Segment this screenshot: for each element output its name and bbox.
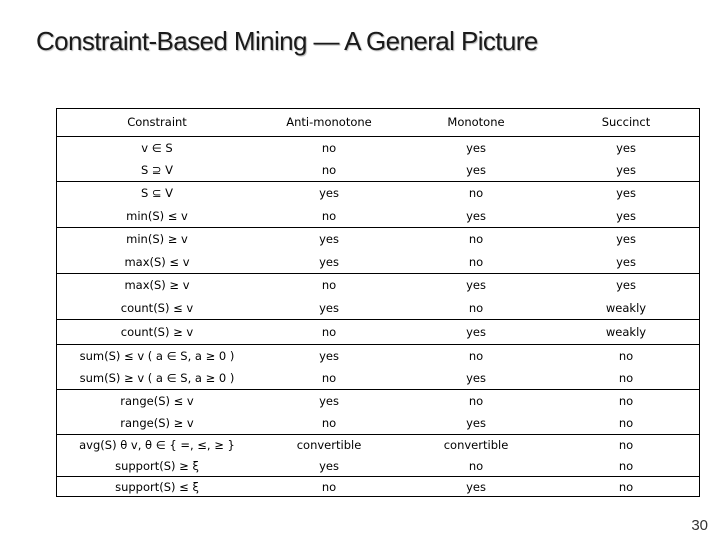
cell-text: min(S) ≤ v xyxy=(126,209,188,223)
cell-text: no xyxy=(468,393,484,408)
cell-text: no xyxy=(321,140,337,155)
table-row-group xyxy=(57,344,699,390)
anti-monotone-cell xyxy=(257,274,401,320)
cell-text: yes xyxy=(319,255,339,269)
cell-text: yes xyxy=(616,255,636,269)
monotone-cell xyxy=(401,390,551,435)
cell-text: sum(S) ≤ v ( a ∈ S, a ≥ 0 ) xyxy=(79,348,235,363)
cell-text: yes xyxy=(616,140,636,155)
cell-text: S ⊆ V xyxy=(140,186,174,200)
succinct-cell xyxy=(551,228,701,274)
cell-text: yes xyxy=(466,325,486,339)
constraint-cell xyxy=(57,320,257,345)
constraint-cell xyxy=(57,345,257,390)
cell-text: yes xyxy=(319,393,339,408)
anti-monotone-cell xyxy=(257,435,401,477)
anti-monotone-cell xyxy=(257,320,401,345)
anti-monotone-cell xyxy=(257,228,401,274)
cell-text: no xyxy=(618,479,634,494)
succinct-cell xyxy=(551,274,701,320)
cell-text: yes xyxy=(466,479,486,494)
cell-text: no xyxy=(321,416,337,431)
cell-text: no xyxy=(321,209,337,223)
cell-text: yes xyxy=(466,416,486,431)
cell-text: min(S) ≥ v xyxy=(126,232,188,246)
anti-monotone-cell xyxy=(257,182,401,228)
cell-text: yes xyxy=(466,209,486,223)
header-succinct: Succinct xyxy=(601,115,651,129)
succinct-cell xyxy=(551,182,701,228)
monotone-cell xyxy=(401,477,551,497)
table-row-group xyxy=(57,319,699,345)
cell-text: no xyxy=(321,278,337,292)
monotone-cell xyxy=(401,320,551,345)
cell-text: yes xyxy=(319,186,339,200)
cell-text: count(S) ≤ v xyxy=(120,301,194,315)
table-row-group xyxy=(57,273,699,320)
cell-text: yes xyxy=(319,348,339,363)
table-row-group xyxy=(57,136,699,182)
cell-text: yes xyxy=(319,301,339,315)
constraint-cell xyxy=(57,228,257,274)
cell-text: no xyxy=(321,163,337,178)
slide-title: Constraint-Based Mining — A General Picture xyxy=(36,26,538,56)
cell-text: no xyxy=(618,348,634,363)
cell-text: no xyxy=(468,186,484,200)
cell-text: weakly xyxy=(605,325,647,339)
header-constraint: Constraint xyxy=(127,115,187,129)
cell-text: yes xyxy=(616,186,636,200)
cell-text: range(S) ≤ v xyxy=(120,393,194,408)
succinct-cell xyxy=(551,435,701,477)
cell-text: no xyxy=(468,301,484,315)
constraint-cell xyxy=(57,390,257,435)
constraint-cell xyxy=(57,274,257,320)
monotone-cell xyxy=(401,182,551,228)
cell-text: no xyxy=(321,325,337,339)
cell-text: no xyxy=(468,459,484,473)
cell-text: convertible xyxy=(296,438,362,452)
cell-text: no xyxy=(618,438,634,452)
table-row-group xyxy=(57,227,699,274)
cell-text: no xyxy=(618,371,634,386)
cell-text: no xyxy=(468,255,484,269)
header-cell xyxy=(257,109,401,136)
cell-text: sum(S) ≥ v ( a ∈ S, a ≥ 0 ) xyxy=(79,371,235,386)
cell-text: v ∈ S xyxy=(141,140,173,155)
constraint-cell xyxy=(57,137,257,182)
succinct-cell xyxy=(551,345,701,390)
cell-text: weakly xyxy=(605,301,647,315)
cell-text: no xyxy=(321,371,337,386)
table-row-group xyxy=(57,434,699,477)
page-number: 30 xyxy=(691,517,708,534)
anti-monotone-cell xyxy=(257,137,401,182)
succinct-cell xyxy=(551,477,701,497)
cell-text: yes xyxy=(616,278,636,292)
anti-monotone-cell xyxy=(257,345,401,390)
cell-text: max(S) ≤ v xyxy=(124,255,190,269)
cell-text: no xyxy=(618,459,634,473)
cell-text: yes xyxy=(466,163,486,178)
header-cell xyxy=(551,109,701,136)
cell-text: yes xyxy=(319,459,339,473)
succinct-cell xyxy=(551,320,701,345)
cell-text: no xyxy=(468,232,484,246)
header-cell xyxy=(401,109,551,136)
cell-text: support(S) ≤ ξ xyxy=(115,479,199,494)
cell-text: no xyxy=(618,393,634,408)
cell-text: yes xyxy=(319,232,339,246)
header-cell xyxy=(57,109,257,136)
cell-text: yes xyxy=(616,163,636,178)
cell-text: no xyxy=(618,416,634,431)
constraint-table xyxy=(56,108,700,497)
succinct-cell xyxy=(551,137,701,182)
constraint-cell xyxy=(57,435,257,477)
cell-text: max(S) ≥ v xyxy=(124,278,190,292)
anti-monotone-cell xyxy=(257,477,401,497)
succinct-cell xyxy=(551,390,701,435)
cell-text: yes xyxy=(466,371,486,386)
constraint-cell xyxy=(57,182,257,228)
header-anti-monotone: Anti-monotone xyxy=(286,115,372,129)
anti-monotone-cell xyxy=(257,390,401,435)
cell-text: support(S) ≥ ξ xyxy=(115,459,199,473)
table-row-group xyxy=(57,476,699,497)
cell-text: yes xyxy=(466,140,486,155)
table-row-group xyxy=(57,389,699,435)
cell-text: no xyxy=(321,479,337,494)
cell-text: count(S) ≥ v xyxy=(120,325,194,339)
cell-text: yes xyxy=(466,278,486,292)
cell-text: yes xyxy=(616,209,636,223)
cell-text: yes xyxy=(616,232,636,246)
table-header-row xyxy=(57,109,699,136)
cell-text: convertible xyxy=(443,438,509,452)
header-monotone: Monotone xyxy=(447,115,505,129)
cell-text: avg(S) θ v, θ ∈ { =, ≤, ≥ } xyxy=(79,438,235,452)
table-row-group xyxy=(57,181,699,228)
constraint-cell xyxy=(57,477,257,497)
monotone-cell xyxy=(401,228,551,274)
monotone-cell xyxy=(401,435,551,477)
cell-text: no xyxy=(468,348,484,363)
cell-text: range(S) ≥ v xyxy=(120,416,194,431)
cell-text: S ⊇ V xyxy=(140,163,174,178)
monotone-cell xyxy=(401,345,551,390)
monotone-cell xyxy=(401,274,551,320)
monotone-cell xyxy=(401,137,551,182)
